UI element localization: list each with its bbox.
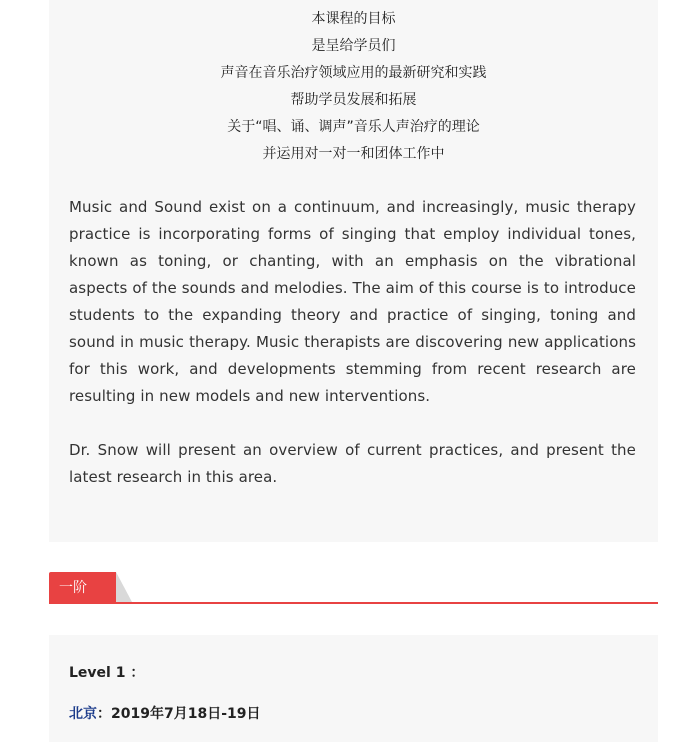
chinese-line: 帮助学员发展和拓展 [290,92,417,108]
chinese-line: 是呈给学员们 [311,38,396,54]
section-tab-label: 一阶 [49,572,116,602]
section-divider [49,602,658,604]
level-title: Level 1 ： [69,665,145,681]
date-text: ：2019年7月18日-19日 [97,706,261,722]
section-header [49,572,658,605]
chinese-line: 并运用对一对一和团体工作中 [262,146,445,162]
course-description-paragraph: Music and Sound exist on a continuum, and increasingly, music therapy practice is incorporating forms of singing that employ individual tones, known as toning, or chanting, with an emphasis on the vibrational aspects of the sounds and melodies. The aim of this course is to introduce students to the expanding theory and practice of singing, toning and sound in music therapy. Music therapists are discovering new applications for this work, and developments stemming from recent research are resulting in new models and new interventions. [69,198,636,405]
intro-panel [49,0,658,542]
chinese-line: 声音在音乐治疗领域应用的最新研究和实践 [220,65,487,81]
level-panel [49,635,658,742]
chinese-line: 关于“唱、诵、调声”音乐人声治疗的理论 [227,119,480,135]
tab-fold-decoration [116,572,132,602]
overview-paragraph: Dr. Snow will present an overview of current practices, and present the latest research in this area. [69,441,636,486]
city-link[interactable]: 北京 [69,706,97,722]
chinese-line: 本课程的目标 [311,11,396,27]
chinese-goal-lines [49,6,658,168]
level-location-date [69,703,260,723]
